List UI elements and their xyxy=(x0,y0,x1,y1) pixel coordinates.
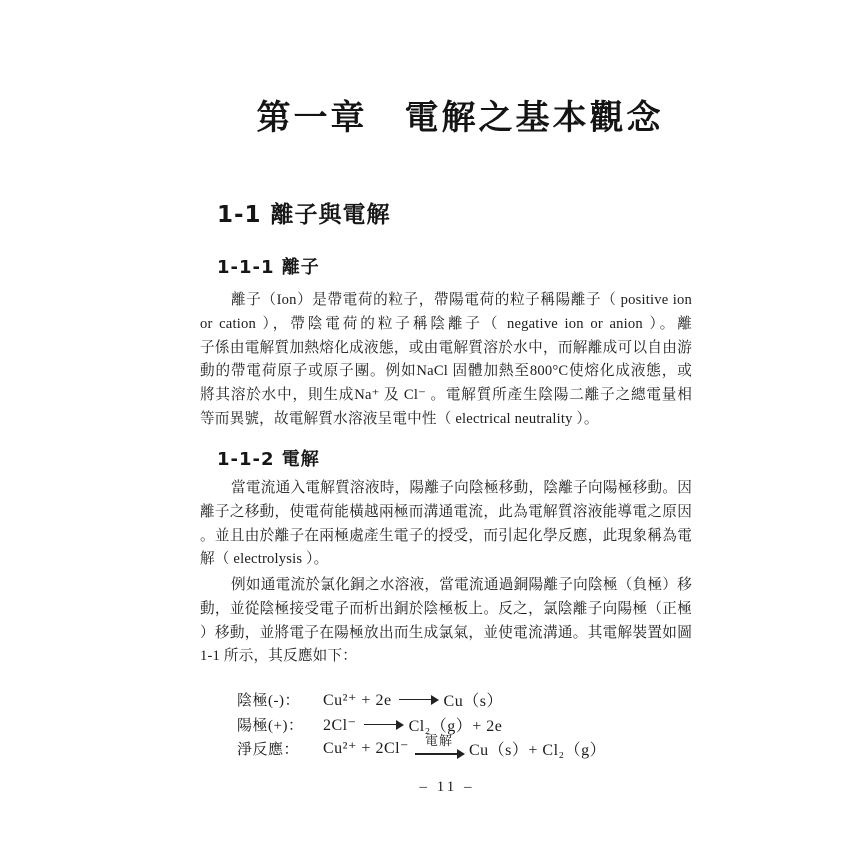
text-line: 動的帶電荷原子或原子團。例如NaCl 固體加熱至800°C使熔化成液態，或 xyxy=(200,363,692,380)
equation-rhs: Cu（s）+ Cl₂（g） xyxy=(469,741,607,759)
paragraph-electrolysis-intro xyxy=(200,477,692,572)
labeled-reaction-arrow xyxy=(415,733,463,758)
text-line: 。並且由於離子在兩極處產生電子的授受，而引起化學反應，此現象稱為電 xyxy=(200,527,692,544)
reaction-arrow-icon xyxy=(364,724,402,726)
page-number: – 11 – xyxy=(419,779,475,795)
text-line: 離子（Ion）是帶電荷的粒子，帶陽電荷的粒子稱陽離子（ positive ion xyxy=(231,292,692,308)
text-line: or cation ），帶陰電荷的粒子稱陰離子（ negative ion or anion ）。離 xyxy=(200,315,692,332)
text-line: 動，並從陰極接受電子而析出銅於陰極板上。反之，氯陰離子向陽極（正極 xyxy=(200,600,692,617)
text-line: 子係由電解質加熱熔化成液態，或由電解質溶於水中，而解離成可以自由游 xyxy=(200,339,692,356)
equation-lhs: Cu²⁺ + 2e xyxy=(323,691,392,709)
equation-label: 陽極(+)： xyxy=(237,718,304,734)
equation-cathode xyxy=(237,688,503,711)
paragraph-electrolysis-example xyxy=(200,574,692,669)
text-line: 解（ electrolysis ）。 xyxy=(200,551,329,568)
text-line: 等而異號，故電解質水溶液呈電中性（ electrical neutrality ）。 xyxy=(200,410,599,427)
reaction-arrow-icon xyxy=(399,699,437,701)
paragraph-ion xyxy=(200,289,692,432)
text-line: 1-1 所示，其反應如下： xyxy=(200,648,358,665)
text-line: 例如通電流於氯化銅之水溶液，當電流通過銅陽離子向陰極（負極）移 xyxy=(231,577,692,593)
reaction-arrow-icon xyxy=(415,753,463,755)
section-heading-1-1-2: 1-1-2 電解 xyxy=(217,449,320,470)
equation-rhs: Cu（s） xyxy=(443,693,503,710)
arrow-condition-label: 電解 xyxy=(424,733,453,748)
text-line: 離子之移動，使電荷能橫越兩極而溝通電流，此為電解質溶液能導電之原因 xyxy=(200,503,692,520)
equation-net-reaction xyxy=(237,733,607,761)
text-line: ）移動，並將電子在陽極放出而生成氯氣，並使電流溝通。其電解裝置如圖 xyxy=(200,624,692,641)
section-heading-1-1-1: 1-1-1 離子 xyxy=(217,257,320,278)
equation-lhs: Cu²⁺ + 2Cl⁻ xyxy=(323,740,409,758)
equation-label: 淨反應： xyxy=(237,741,300,758)
equation-lhs: 2Cl⁻ xyxy=(323,716,357,734)
section-heading-1-1: 1-1 離子與電解 xyxy=(217,202,391,228)
equation-rhs: Cl₂（g）+ 2e xyxy=(408,718,503,735)
text-line: 將其溶於水中，則生成Na⁺ 及 Cl⁻ 。電解質所產生陰陽二離子之總電量相 xyxy=(200,387,692,404)
equation-label: 陰極(-)： xyxy=(237,693,300,709)
text-line: 當電流通入電解質溶液時，陽離子向陰極移動，陰離子向陽極移動。因 xyxy=(231,480,692,496)
chapter-title: 第一章 電解之基本觀念 xyxy=(256,98,664,138)
